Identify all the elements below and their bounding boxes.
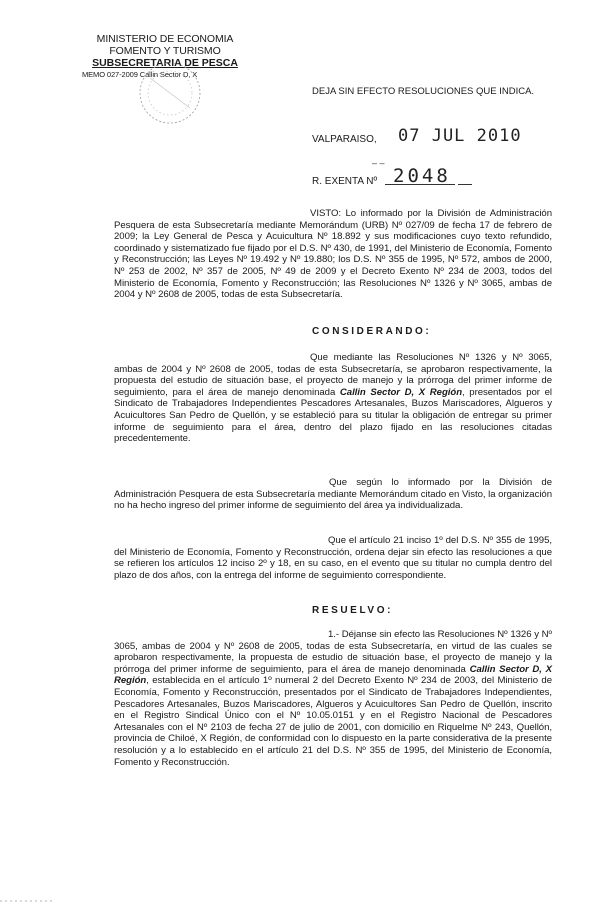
resuelvo-paragraph-1 xyxy=(114,629,552,768)
considerando-paragraph-1 xyxy=(114,352,552,445)
visto-text: VISTO: Lo informado por la División de Administración Pesquera de esta Subsecretaría mediante Memorándum (URB) Nº 027/09 de fecha 17 de febrero de 2009; la Ley General de Pesca y Acuicultura Nº 18.892 y sus modificaciones cuyo texto refundido, coordinado y sistematizado fue fijado por el D.S. Nº 430, de 1991, del Ministerio de Economía, Fomento y Reconstrucción; las Leyes Nº 19.492 y Nº 19.880; los D.S. Nº 355 de 1995, Nº 572, ambos de 2000, Nº 253 de 2002, Nº 357 de 2005, Nº 49 de 2009 y el Decreto Exento Nº 234 de 2003, todos del Ministerio de Economía, Fomento y Reconstrucción; las Resoluciones Nº 1326 y Nº 3065, ambas de 2004 y Nº 2608 de 2005, todas de esta Subsecretaría. xyxy=(114,208,552,301)
considerando-2-text: Que según lo informado por la División de Administración Pesquera de esta Subsecretaría mediante Memorándum citado en Visto, la organización no ha hecho ingreso del primer informe de seguimiento del área ya individualizada. xyxy=(114,477,552,512)
undersecretary-name: SUBSECRETARIA DE PESCA xyxy=(92,57,238,69)
visto-paragraph xyxy=(114,208,552,301)
scan-edge-mark xyxy=(0,898,60,904)
place-label: VALPARAISO, xyxy=(312,134,377,145)
exenta-underline-tail xyxy=(458,184,472,185)
ministry-sub: FOMENTO Y TURISMO xyxy=(109,45,221,57)
exenta-underline xyxy=(385,184,455,185)
considerando-3-text: Que el artículo 21 inciso 1º del D.S. Nº 355 de 1995, del Ministerio de Economía, Fomento y Reconstrucción, ordena dejar sin efecto las resoluciones a que se refieren los artículos 12 inciso 2º y 18, en su caso, en el evento que su titular no cumpla dentro del plazo de dos años, con la entrega del informe de seguimiento correspondiente. xyxy=(114,535,552,581)
ministry-name: MINISTERIO DE ECONOMIA xyxy=(96,33,234,45)
considerando-heading: CONSIDERANDO: xyxy=(312,326,432,337)
considerando-1-text-a: Que mediante las Resoluciones Nº 1326 y Nº 3065, ambas de 2004 y Nº 2608 de 2005, todas de esta Subsecretaría, se aprobaron respectivamente, la propuesta del estudio de situación base, el proyecto de manejo y la prórroga del primer informe de seguimiento, para el área de manejo denominada xyxy=(114,352,552,398)
resuelvo-heading: RESUELVO: xyxy=(312,605,393,616)
resuelvo-1-text-a: 1.- Déjanse sin efecto las Resoluciones Nº 1326 y Nº 3065, ambas de 2004 y Nº 2608 de 2005, todas de esta Subsecretaría, en virtud de las cuales se aprobaron respectivamente, la propuesta de estudio de situación base, el proyecto de manejo y la prórroga del primer informe de seguimiento, para el área de manejo denominada xyxy=(114,629,552,675)
considerando-1-text-b: , presentados por el Sindicato de Trabajadores Independientes Pescadores Artesanales, Buzos Mariscadores, Algueros y Acuicultores San Pedro de Quellón, y se estableció para su titular la obligación de entregar su primer informe de seguimiento para el área, dentro del plazo fijado en las resoluciones citadas precedentemente. xyxy=(114,386,552,445)
considerando-1-area: Callin Sector D, X Región xyxy=(339,386,463,398)
considerando-paragraph-3 xyxy=(114,535,552,581)
considerando-paragraph-2 xyxy=(114,477,552,512)
exenta-label: R. EXENTA Nº xyxy=(312,176,378,187)
exenta-number: 2048 xyxy=(393,165,451,187)
dash-mark: – – xyxy=(372,158,385,168)
resuelvo-1-area: Callin Sector D, X Región xyxy=(114,663,552,687)
resuelvo-1-text-b: , establecida en el artículo 1º numeral 2 del Decreto Exento Nº 234 de 2003, del Ministerio de Economía, Fomento y Reconstrucción, presentados por el Sindicato de Trabajadores Independientes, Pescadores Artesanales, Buzos Mariscadores, Algueros y Acuicultores San Pedro de Quellón, inscrito en el Registro Sindical Único con el Nº 10.05.0151 y en el Registro Nacional de Pescadores Artesanales con el Nº 2103 de fecha 27 de julio de 2001, con domicilio en Riquelme Nº 243, Quellón, provincia de Chiloé, X Región, de conformidad con lo dispuesto en la parte considerativa de la presente resolución y a lo establecido en el artículo 21 del D.S. Nº 355 de 1995, del Ministerio de Economía, Fomento y Reconstrucción. xyxy=(114,675,552,768)
memo-reference: MEMO 027-2009 Callin Sector D, X xyxy=(82,70,198,79)
round-seal-stamp-icon xyxy=(130,58,210,128)
date-stamp: 07 JUL 2010 xyxy=(398,126,522,146)
document-subject: DEJA SIN EFECTO RESOLUCIONES QUE INDICA. xyxy=(312,86,535,97)
